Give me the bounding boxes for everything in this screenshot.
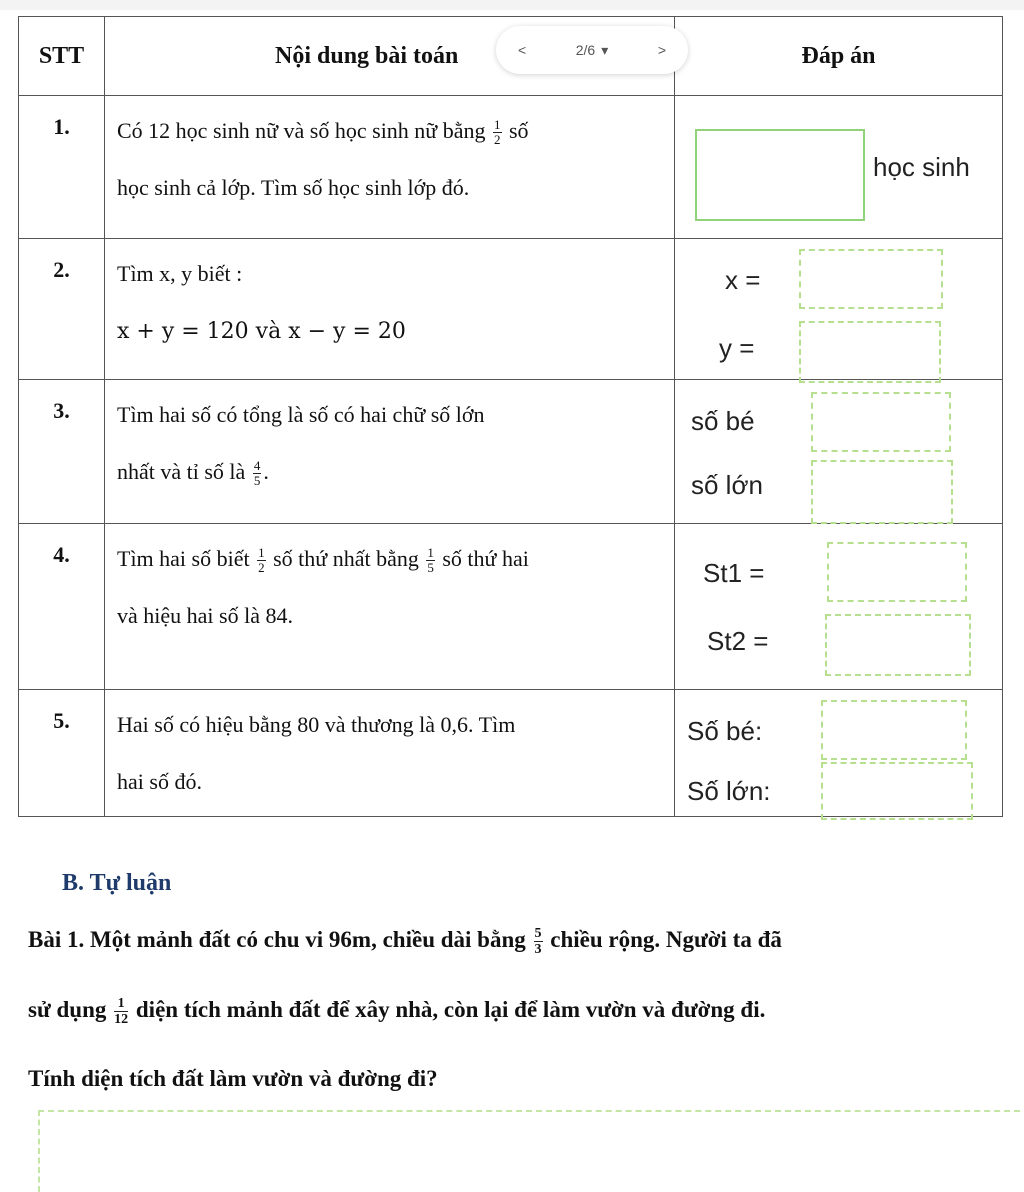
row-number: 4.: [19, 524, 105, 690]
row-content: [105, 96, 675, 239]
content-text: hai số đó.: [117, 769, 202, 794]
table-row: [19, 524, 1003, 690]
table-row: [19, 239, 1003, 380]
row-content: [105, 239, 675, 380]
row-number: 1.: [19, 96, 105, 239]
content-text: nhất và tỉ số là: [117, 459, 246, 484]
header-stt: STT: [19, 17, 105, 96]
content-text: số thứ hai: [442, 546, 529, 571]
fraction: $\frac{1}{2}$: [258, 545, 265, 576]
essay-answer-box[interactable]: [38, 1110, 1024, 1192]
row-content: [105, 524, 675, 690]
table-row: [19, 690, 1003, 817]
problem-line-1: [28, 926, 782, 957]
row-content: [105, 690, 675, 817]
answer-label-x: x =: [725, 265, 761, 295]
row-number: 3.: [19, 380, 105, 524]
table-row: [19, 380, 1003, 524]
answer-input-large[interactable]: [821, 762, 973, 820]
table-row: [19, 96, 1003, 239]
fraction: $\frac{1}{2}$: [494, 117, 501, 148]
row-answer: [675, 239, 1003, 380]
answer-input-small[interactable]: [811, 392, 951, 452]
content-text: Có 12 học sinh nữ và số học sinh nữ bằng: [117, 118, 486, 143]
answer-label-large: Số lớn:: [687, 776, 771, 806]
answer-label-large: số lớn: [691, 470, 763, 500]
header-answer: Đáp án: [675, 17, 1003, 96]
row-content: Tìm hai số có tổng là số có hai chữ số lớn nhất và tỉ số là $\frac{4}{5}$ .: [105, 380, 675, 524]
page-selector[interactable]: [576, 42, 609, 59]
answer-input-box[interactable]: [695, 129, 865, 221]
row-number: 2.: [19, 239, 105, 380]
header-content: Nội dung bài toán: [105, 17, 675, 96]
answer-input-st1[interactable]: [827, 542, 967, 602]
answer-label-st2: St2 =: [707, 626, 769, 656]
fraction: $\frac{1}{5}$: [427, 545, 434, 576]
row-answer: [675, 524, 1003, 690]
content-text: và hiệu hai số là 84.: [117, 603, 293, 628]
problem-line-3: Tính diện tích đất làm vườn và đường đi?: [28, 1066, 438, 1091]
content-text: học sinh cả lớp. Tìm số học sinh lớp đó.: [117, 175, 470, 200]
content-text: Hai số có hiệu bằng 80 và thương là 0,6. Tìm: [117, 712, 516, 737]
problem-line-2: [28, 996, 765, 1027]
quiz-table: [18, 16, 1003, 817]
equation-text: x + y = 120 và x − y = 20: [117, 319, 406, 344]
fraction: $\frac{4}{5}$: [253, 458, 261, 489]
content-text: Tìm hai số có tổng là số có hai chữ số lớn: [117, 402, 485, 427]
problem-text: chiều rộng. Người ta đã: [550, 926, 782, 952]
prev-page-button[interactable]: <: [518, 42, 527, 58]
chevron-down-icon: ▾: [601, 41, 609, 58]
section-b-title: B. Tự luận: [62, 870, 172, 896]
problem-text: diện tích mảnh đất để xây nhà, còn lại để làm vườn và đường đi.: [135, 996, 766, 1022]
answer-input-st2[interactable]: [825, 614, 971, 676]
row-answer: [675, 380, 1003, 524]
answer-input-y[interactable]: [799, 321, 941, 383]
answer-unit: học sinh: [873, 152, 970, 182]
answer-label-y: y =: [719, 333, 755, 363]
answer-label-small: số bé: [691, 406, 755, 436]
answer-label-st1: St1 =: [703, 558, 765, 588]
row-answer: [675, 96, 1003, 239]
problem-text: Bài 1. Một mảnh đất có chu vi 96m, chiều dài bằng: [28, 926, 526, 952]
top-strip: [0, 0, 1024, 10]
row-number: 5.: [19, 690, 105, 817]
answer-input-small[interactable]: [821, 700, 967, 760]
problem-text: sử dụng: [28, 996, 107, 1022]
page-indicator: 2/6: [575, 42, 596, 58]
row-answer: [675, 690, 1003, 817]
answer-label-small: Số bé:: [687, 716, 763, 746]
page-navigator: [496, 26, 688, 74]
fraction: $\frac{1}{12}$: [114, 996, 129, 1027]
next-page-button[interactable]: >: [657, 42, 666, 58]
content-text: Tìm hai số biết: [117, 546, 250, 571]
content-text: số: [509, 118, 529, 143]
content-text: số thứ nhất bằng: [273, 546, 419, 571]
content-text: Tìm x, y biết :: [117, 261, 243, 286]
answer-input-large[interactable]: [811, 460, 953, 524]
answer-input-x[interactable]: [799, 249, 943, 309]
fraction: $\frac{5}{3}$: [534, 926, 542, 957]
